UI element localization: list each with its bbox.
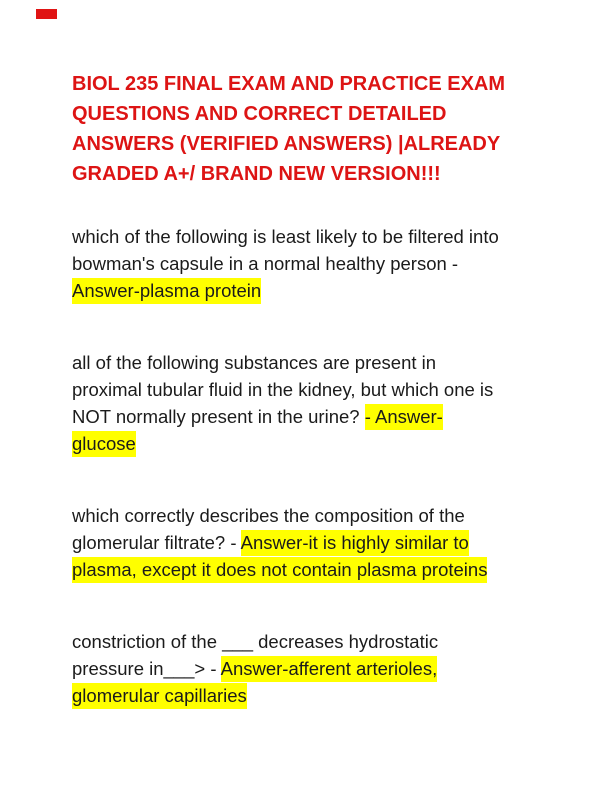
answer-highlight: - Answer- [365, 404, 443, 430]
text-line [72, 376, 576, 403]
text-line [72, 250, 576, 277]
title-line: ANSWERS (VERIFIED ANSWERS) |ALREADY [72, 133, 501, 155]
question-text: constriction of the ___ decreases hydrostatic [72, 631, 439, 652]
text-line [72, 277, 576, 304]
question-text: all of the following substances are present in [72, 352, 437, 373]
question-block-q2 [72, 349, 576, 457]
answer-highlight: Answer-it is highly similar to [241, 530, 469, 556]
question-text: pressure in___> - [72, 658, 221, 679]
title-line: GRADED A+/ BRAND NEW VERSION!!! [72, 163, 441, 185]
document-title [72, 69, 576, 189]
text-line [72, 529, 576, 556]
title-line: BIOL 235 FINAL EXAM AND PRACTICE EXAM [72, 73, 506, 95]
text-line [72, 655, 576, 682]
question-block-q4 [72, 628, 576, 709]
text-line [72, 556, 576, 583]
text-line [72, 682, 576, 709]
question-text: glomerular filtrate? - [72, 532, 241, 553]
answer-highlight: plasma, except it does not contain plasma proteins [72, 557, 487, 583]
question-block-q3 [72, 502, 576, 583]
answer-highlight: glomerular capillaries [72, 683, 247, 709]
text-line [72, 502, 576, 529]
question-text: which of the following is least likely to be filtered into [72, 226, 499, 247]
answer-highlight: Answer-afferent arterioles, [221, 656, 438, 682]
question-text: proximal tubular fluid in the kidney, but which one is [72, 379, 494, 400]
question-text: which correctly describes the composition of the [72, 505, 465, 526]
red-mark [36, 9, 57, 19]
text-line [72, 223, 576, 250]
question-text: NOT normally present in the urine? [72, 406, 365, 427]
answer-highlight: glucose [72, 431, 136, 457]
answer-highlight: Answer-plasma protein [72, 278, 261, 304]
text-line [72, 430, 576, 457]
question-block-q1 [72, 223, 576, 304]
question-text: bowman's capsule in a normal healthy person - [72, 253, 459, 274]
text-line [72, 403, 576, 430]
questions-section [72, 223, 576, 709]
text-line [72, 349, 576, 376]
title-line: QUESTIONS AND CORRECT DETAILED [72, 103, 447, 125]
text-line [72, 628, 576, 655]
